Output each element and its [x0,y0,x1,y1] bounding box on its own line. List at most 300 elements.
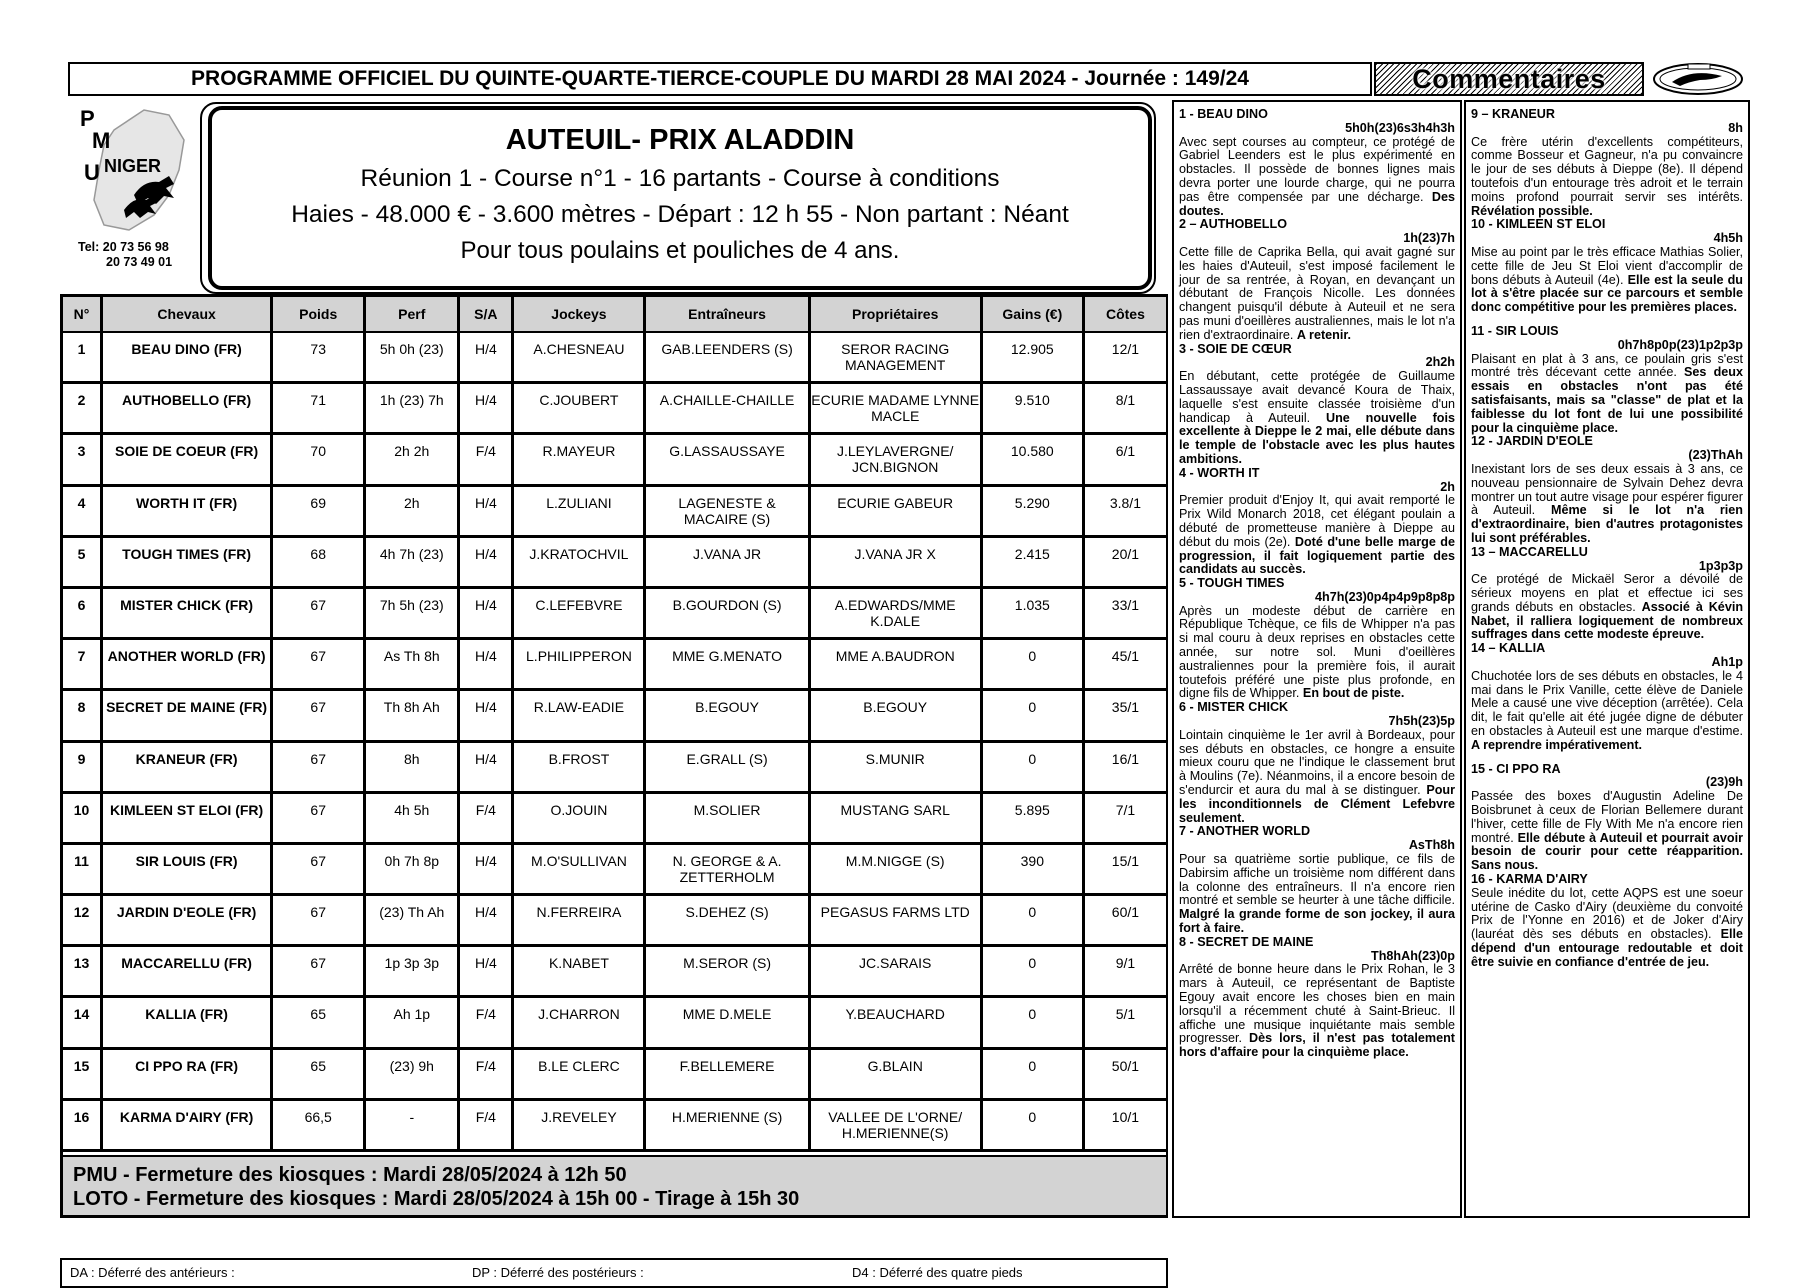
comment-text [1179,729,1455,826]
horse-name: WORTH IT (FR) [103,487,273,538]
comment-perf: 0h7h8p0p(23)1p2p3p [1617,337,1743,352]
weight: 67 [273,743,366,794]
comment-horse: 15 - CI PPO RA [1471,761,1561,776]
performance: 1h (23) 7h [366,384,460,435]
comment-entry [1179,467,1455,577]
jockey: O.JOUIN [514,794,646,845]
comment-entry [1179,343,1455,467]
runner-number: 6 [63,589,103,640]
sex-age: H/4 [460,691,514,742]
performance: 0h 7h 8p [366,845,460,896]
comment-body: Chuchotée lors de ses débuts en obstacles, le 4 mai dans le Prix Vanille, cette élève de Daniele Mele a causé une vive déception (arrêtée). Cela dit, le fait qu'elle ait été jugée digne de débuter en obstacles à Auteuil est une marque d'estime. [1471,668,1743,739]
runner-number: 7 [63,640,103,691]
sex-age: H/4 [460,743,514,794]
weight: 67 [273,589,366,640]
comment-entry [1471,763,1743,873]
jockey: B.LE CLERC [514,1050,646,1101]
weight: 67 [273,947,366,998]
table-row [63,384,1166,435]
weight: 67 [273,691,366,742]
comment-verdict: En bout de piste. [1302,686,1405,701]
comment-body: Inexistant lors de ses deux essais à 3 ans, ce nouveau pensionnaire de Sylvain Dehez devra montrer un tout autre visage pour espérer figurer à Auteuil. [1471,461,1743,518]
comment-perf: 1h(23)7h [1403,231,1455,246]
runner-number: 3 [63,435,103,486]
comment-entry [1471,108,1743,218]
comment-text [1471,573,1743,642]
comment-verdict: Dès lors, il n'est pas totalement hors d'affaire pour la cinquième place. [1179,1031,1455,1060]
owner: PEGASUS FARMS LTD [811,896,983,947]
odds: 16/1 [1085,743,1166,794]
comment-text [1471,670,1743,753]
sex-age: F/4 [460,1101,514,1152]
owner: S.MUNIR [811,743,983,794]
comment-body: Mise au point par le très efficace Mathias Solier, cette fille de Jeu St Eloi vient d'accomplir de bons débuts à Auteuil (4e). [1471,244,1743,287]
horse-name: TOUGH TIMES (FR) [103,538,273,589]
comment-text [1471,463,1743,546]
trainer: H.MERIENNE (S) [646,1101,810,1152]
column-header: N° [63,297,103,333]
runner-number: 5 [63,538,103,589]
odds: 60/1 [1085,896,1166,947]
sex-age: H/4 [460,640,514,691]
jockey: R.MAYEUR [514,435,646,486]
runner-number: 15 [63,1050,103,1101]
sex-age: H/4 [460,947,514,998]
closing-times [63,1155,1166,1215]
comment-horse: 16 - KARMA D'AIRY [1471,872,1588,887]
comment-body: Premier produit d'Enjoy It, qui avait remporté le Prix Wild Monarch 2018, cet élégant poulain a débuté de prometteuse manière à Dieppe au début du mois (2e). [1179,493,1455,549]
comment-perf: (23)ThAh [1688,448,1743,463]
table-row [63,435,1166,486]
trainer: LAGENESTE & MACAIRE (S) [646,487,810,538]
comment-perf: 7h5h(23)5p [1388,714,1455,729]
comment-perf: 8h [1728,120,1743,135]
earnings: 0 [983,1050,1085,1101]
earnings: 0 [983,998,1085,1049]
odds: 10/1 [1085,1101,1166,1152]
comments-column-2 [1464,100,1750,1218]
comment-body: Lointain cinquième le 1er avril à Bordeaux, pour ses débuts en obstacles, ce hongre a ensuite mieux couru que ne l'indique le classement brut à Moulins (7e). Néanmoins, il a encore besoin de s'endurcir et aura du mal à se distinguer. [1179,727,1455,798]
jockey: R.LAW-EADIE [514,691,646,742]
sex-age: H/4 [460,589,514,640]
weight: 67 [273,640,366,691]
earnings: 10.580 [983,435,1085,486]
table-row [63,794,1166,845]
table-row [63,998,1166,1049]
comment-entry [1471,218,1743,315]
runner-number: 9 [63,743,103,794]
comment-verdict: Révélation possible. [1471,203,1593,218]
comment-horse: 14 – KALLIA [1471,641,1546,656]
comment-horse: 5 - TOUGH TIMES [1179,576,1285,591]
sex-age: H/4 [460,896,514,947]
table-row [63,640,1166,691]
owner: ECURIE GABEUR [811,487,983,538]
table-row [63,947,1166,998]
owner: MME A.BAUDRON [811,640,983,691]
comment-verdict: A retenir. [1296,327,1352,342]
weight: 65 [273,1050,366,1101]
comment-verdict: A reprendre impérativement. [1471,737,1643,752]
phone-numbers [78,240,172,270]
comment-entry [1471,642,1743,752]
performance: As Th 8h [366,640,460,691]
comment-perf: 4h7h(23)0p4p4p9p8p8p [1315,589,1455,604]
table-row [63,589,1166,640]
odds: 7/1 [1085,794,1166,845]
comments-header [1374,62,1644,96]
horse-name: SIR LOUIS (FR) [103,845,273,896]
jockey: L.PHILIPPERON [514,640,646,691]
race-title: AUTEUIL- PRIX ALADDIN [505,124,855,156]
comment-entry [1179,577,1455,701]
trainer: GAB.LEENDERS (S) [646,333,810,384]
column-header: Perf [366,297,460,333]
comment-verdict: Elle débute à Auteuil et pourrait avoir besoin de courir pour cette réapparition. Sans nous. [1471,830,1744,873]
table-row [63,538,1166,589]
comment-horse: 2 – AUTHOBELLO [1179,217,1287,232]
pmu-closing: PMU - Fermeture des kiosques : Mardi 28/05/2024 à 12h 50 [73,1164,627,1186]
table-row [63,1101,1166,1152]
comment-body: Avec sept courses au compteur, ce protégé de Gabriel Leenders est le plus expérimenté en obstacles. Il possède de bonnes lignes mais devra porter une lourde charge, qui ne pourra pas être compensée par une décharge. [1179,134,1455,204]
runner-number: 13 [63,947,103,998]
jockey: C.LEFEBVRE [514,589,646,640]
legend-d4: D4 : Déferré des quatre pieds [852,1265,1023,1280]
comment-entry [1179,108,1455,218]
column-header: Chevaux [103,297,273,333]
weight: 68 [273,538,366,589]
earnings: 0 [983,947,1085,998]
horse-name: KARMA D'AIRY (FR) [103,1101,273,1152]
runner-number: 8 [63,691,103,742]
comment-perf: Ah1p [1711,655,1743,670]
trainer: A.CHAILLE-CHAILLE [646,384,810,435]
weight: 71 [273,384,366,435]
comment-text [1471,246,1743,315]
comment-verdict: Elle dépend d'un entourage redoutable et doit être suivie en confiance d'entrée de jeu. [1471,927,1743,969]
comment-perf: (23)9h [1705,775,1743,790]
comment-verdict: Pour les inconditionnels de Clément Lefebvre seulement. [1179,783,1456,825]
horse-name: AUTHOBELLO (FR) [103,384,273,435]
comment-perf: 5h0h(23)6s3h4h3h [1345,120,1455,135]
comment-horse: 7 - ANOTHER WORLD [1179,824,1311,839]
comment-text [1471,790,1743,873]
earnings: 9.510 [983,384,1085,435]
earnings: 1.035 [983,589,1085,640]
sex-age: H/4 [460,845,514,896]
horse-name: KRANEUR (FR) [103,743,273,794]
pmu-niger-logo-icon [74,100,194,240]
comment-text [1179,853,1455,936]
jockey: J.REVELEY [514,1101,646,1152]
race-info-box [208,106,1152,290]
performance: 7h 5h (23) [366,589,460,640]
trainer: M.SOLIER [646,794,810,845]
trainer: E.GRALL (S) [646,743,810,794]
comment-text [1179,963,1455,1060]
sex-age: F/4 [460,435,514,486]
column-header: Poids [273,297,366,333]
earnings: 0 [983,640,1085,691]
trainer: MME G.MENATO [646,640,810,691]
sex-age: F/4 [460,794,514,845]
sex-age: H/4 [460,487,514,538]
jockey: C.JOUBERT [514,384,646,435]
owner: J.LEYLAVERGNE/ JCN.BIGNON [811,435,983,486]
horse-name: KIMLEEN ST ELOI (FR) [103,794,273,845]
performance: 2h [366,487,460,538]
phone-line-2: 20 73 49 01 [106,255,173,269]
comment-verdict: Malgré la grande forme de son jockey, il aura fort à faire. [1179,907,1455,936]
weight: 67 [273,794,366,845]
table-row [63,896,1166,947]
sex-age: F/4 [460,998,514,1049]
comment-perf: 2h2h [1425,355,1455,370]
trainer: M.SEROR (S) [646,947,810,998]
comment-horse: 6 - MISTER CHICK [1179,700,1289,715]
comment-body: Cette fille de Caprika Bella, qui avait gagné sur les haies d'Auteuil, s'est imposé facilement le jour de sa rentrée, à Royan, en devançant un débutant de François Nicolle. Les données changent puisqu'il débute à Auteuil et ne sera pas muni d'oeillères australiennes, mais le lot n'a rien d'extraordinaire. [1179,244,1455,342]
trainer: B.GOURDON (S) [646,589,810,640]
jockey: K.NABET [514,947,646,998]
performance: 5h 0h (23) [366,333,460,384]
comment-body: Seule inédite du lot, cette AQPS est une soeur utérine de Casko d'Airy (deuxième du convoité Prix de l'Yonne en 2016) et de Joker d'Airy (lauréat dès ses débuts en obstacles). [1471,885,1743,942]
comment-verdict: Des doutes. [1179,189,1456,218]
owner: A.EDWARDS/MME K.DALE [811,589,983,640]
owner: ECURIE MADAME LYNNE MACLE [811,384,983,435]
logo-niger: NIGER [104,156,162,176]
column-header: Jockeys [514,297,646,333]
odds: 5/1 [1085,998,1166,1049]
table-row [63,845,1166,896]
comment-entry [1179,936,1455,1060]
weight: 66,5 [273,1101,366,1152]
jockey: N.FERREIRA [514,896,646,947]
table-header-row [63,297,1166,333]
runner-number: 14 [63,998,103,1049]
comment-verdict: Ses deux essais en obstacles n'ont pas été satisfaisants, mais sa "classe" de plat et la faiblesse du lot font de lui une possibilité pour la cinquième place. [1471,365,1744,435]
comment-body: Passée des boxes d'Augustin Adeline De Boisbrunet à ceux de Florian Bellemere durant l'hiver, cette fille de Fly With Me n'a encore rien montré. [1471,789,1743,845]
owner: J.VANA JR X [811,538,983,589]
runner-number: 11 [63,845,103,896]
comment-entry [1179,825,1455,935]
sex-age: H/4 [460,538,514,589]
odds: 20/1 [1085,538,1166,589]
weight: 69 [273,487,366,538]
column-header: Côtes [1085,297,1166,333]
comment-body: Après un modeste début de carrière en République Tchèque, ce fils de Whipper n'a pas si mal couru à deux reprises en obstacles cette année, sur notre sol. Muni d'oeillères australiennes pour la première fois, il aurait toutefois préféré une piste plus profonde, en digne fils de Whipper. [1179,603,1455,701]
trainer: J.VANA JR [646,538,810,589]
odds: 8/1 [1085,384,1166,435]
runner-number: 1 [63,333,103,384]
comment-entry [1179,218,1455,342]
jockey: L.ZULIANI [514,487,646,538]
runner-number: 4 [63,487,103,538]
weight: 67 [273,896,366,947]
earnings: 2.415 [983,538,1085,589]
comment-text [1179,605,1455,702]
program-title: PROGRAMME OFFICIEL DU QUINTE-QUARTE-TIERCE-COUPLE DU MARDI 28 MAI 2024 - Journée : 149/24 [68,62,1372,96]
earnings: 0 [983,743,1085,794]
trainer: F.BELLEMERE [646,1050,810,1101]
earnings: 5.290 [983,487,1085,538]
jockey: M.O'SULLIVAN [514,845,646,896]
logo-letter-u: U [84,160,100,185]
performance: 2h 2h [366,435,460,486]
odds: 45/1 [1085,640,1166,691]
comment-perf: 2h [1440,479,1455,494]
comment-text [1179,494,1455,577]
comment-body: En débutant, cette protégée de Guillaume Lassaussaye avait devancé Koura de Thaix, laquelle s'est ensuite classée troisième d'un handicap à Auteuil. [1179,369,1455,425]
comment-verdict: Associé à Kévin Nabet, il ralliera logiquement de nombreux suffrages dans cette modeste épreuve. [1471,599,1744,642]
horse-name: JARDIN D'EOLE (FR) [103,896,273,947]
runner-number: 10 [63,794,103,845]
horse-name: ANOTHER WORLD (FR) [103,640,273,691]
horse-name: BEAU DINO (FR) [103,333,273,384]
comment-horse: 11 - SIR LOUIS [1471,323,1559,338]
jockey: J.KRATOCHVIL [514,538,646,589]
trainer: B.EGOUY [646,691,810,742]
comment-entry [1471,873,1743,970]
runner-number: 12 [63,896,103,947]
performance: (23) Th Ah [366,896,460,947]
column-header: Gains (€) [983,297,1085,333]
table-row [63,1050,1166,1101]
comment-horse: 13 – MACCARELLU [1471,544,1588,559]
comment-body: Ce protégé de Mickaël Seror a dévoilé de sérieux moyens en plat et effectue ici ses grands débuts en obstacles. [1471,572,1743,614]
performance: Ah 1p [366,998,460,1049]
sex-age: F/4 [460,1050,514,1101]
owner: JC.SARAIS [811,947,983,998]
comment-horse: 9 – KRANEUR [1471,107,1555,121]
weight: 73 [273,333,366,384]
column-header: Entraîneurs [646,297,810,333]
performance: 8h [366,743,460,794]
logo-letter-p: P [80,106,95,131]
runner-number: 16 [63,1101,103,1152]
owner: Y.BEAUCHARD [811,998,983,1049]
odds: 50/1 [1085,1050,1166,1101]
jockey: A.CHESNEAU [514,333,646,384]
owner: MUSTANG SARL [811,794,983,845]
race-details: Haies - 48.000 € - 3.600 mètres - Départ : 12 h 55 - Non partant : Néant [291,201,1069,228]
owner: M.M.NIGGE (S) [811,845,983,896]
performance: 4h 5h [366,794,460,845]
comment-horse: 8 - SECRET DE MAINE [1179,934,1314,949]
comments-title: Commentaires [1412,64,1606,94]
jockey: B.FROST [514,743,646,794]
race-conditions: Pour tous poulains et pouliches de 4 ans. [460,237,900,264]
comment-perf: Th8hAh(23)0p [1371,948,1455,963]
odds: 6/1 [1085,435,1166,486]
comment-verdict: Une nouvelle fois excellente à Dieppe le 2 mai, elle débute dans le temple de l'obstacle avec les plus hautes ambitions. [1179,410,1455,466]
comment-body: Ce frère utérin d'excellents compétiteurs, comme Bosseur et Gagneur, n'a pu convaincre le jour de ses débuts à Dieppe (8e). Il dépend toutefois d'un entourage très adroit et le terrain moins profond pourrait servir ses intérêts. [1471,134,1743,204]
performance: - [366,1101,460,1152]
comment-verdict: Elle est la seule du lot à s'être placée sur ce parcours et semble donc compétitive pour les premières places. [1471,272,1744,315]
comment-perf: 4h5h [1713,231,1743,246]
runners-table-box [60,294,1168,1218]
weight: 67 [273,845,366,896]
comment-entry [1179,701,1455,825]
comment-entry [1471,325,1743,435]
comment-entry [1471,546,1743,643]
sex-age: H/4 [460,384,514,435]
comment-verdict: Doté d'une belle marge de progression, il fait logiquement partie des candidats au succès. [1179,534,1455,577]
comments-column-1 [1172,100,1462,1218]
odds: 15/1 [1085,845,1166,896]
owner: B.EGOUY [811,691,983,742]
comment-verdict: Même si le lot n'a rien d'extraordinaire, bien d'autres protagonistes lui sont préférables. [1471,503,1743,545]
odds: 3.8/1 [1085,487,1166,538]
trainer: N. GEORGE & A. ZETTERHOLM [646,845,810,896]
owner: VALLEE DE L'ORNE/ H.MERIENNE(S) [811,1101,983,1152]
comment-perf: AsTh8h [1408,838,1455,853]
comment-text [1179,370,1455,467]
odds: 9/1 [1085,947,1166,998]
trainer: G.LASSAUSSAYE [646,435,810,486]
comment-perf: 1p3p3p [1698,558,1743,573]
table-row [63,333,1166,384]
horse-name: SECRET DE MAINE (FR) [103,691,273,742]
comment-body: Arrêté de bonne heure dans le Prix Rohan, le 3 mars à Auteuil, ce représentant de Baptiste Egouy avait encore les choses bien en main lorsqu'il a récemment chuté à Saint-Brieuc. Il affiche une musique inquiétante mais semble progresser. [1179,962,1455,1046]
weight: 70 [273,435,366,486]
legend-dp: DP : Déferré des postérieurs : [472,1265,644,1280]
horse-name: SOIE DE COEUR (FR) [103,435,273,486]
comment-body: Pour sa quatrième sortie publique, ce fils de Dabirsim affiche un troisième nom différent dans la colonne des entraîneurs. Il n'a encore rien montré et semble se heurter à une tâche difficile. [1179,852,1455,908]
trainer: S.DEHEZ (S) [646,896,810,947]
column-header: Propriétaires [811,297,983,333]
odds: 35/1 [1085,691,1166,742]
comment-body: Plaisant en plat à 3 ans, ce poulain gris s'est montré très décevant cette année. [1471,351,1743,380]
owner: G.BLAIN [811,1050,983,1101]
comment-text [1179,246,1455,343]
earnings: 5.895 [983,794,1085,845]
phone-line-1: Tel: 20 73 56 98 [78,240,169,254]
legend-da: DA : Déferré des antérieurs : [70,1265,235,1280]
runners-table [63,297,1166,1152]
comment-horse: 12 - JARDIN D'EOLE [1471,434,1593,449]
comment-horse: 1 - BEAU DINO [1179,107,1268,121]
comment-text [1471,136,1743,219]
earnings: 390 [983,845,1085,896]
loto-closing: LOTO - Fermeture des kiosques : Mardi 28/05/2024 à 15h 00 - Tirage à 15h 30 [73,1188,800,1210]
earnings: 0 [983,1101,1085,1152]
comment-text [1179,136,1455,219]
horse-name: MISTER CHICK (FR) [103,589,273,640]
comment-entry [1471,435,1743,545]
table-row [63,691,1166,742]
sex-age: H/4 [460,333,514,384]
performance: 1p 3p 3p [366,947,460,998]
runner-number: 2 [63,384,103,435]
table-row [63,487,1166,538]
comment-horse: 4 - WORTH IT [1179,465,1260,480]
odds: 33/1 [1085,589,1166,640]
earnings: 0 [983,691,1085,742]
comment-horse: 10 - KIMLEEN ST ELOI [1471,217,1606,232]
jockey: J.CHARRON [514,998,646,1049]
race-meeting: Réunion 1 - Course n°1 - 16 partants - Course à conditions [360,165,1000,192]
table-row [63,743,1166,794]
performance: Th 8h Ah [366,691,460,742]
logo-letter-m: M [92,128,111,153]
weight: 65 [273,998,366,1049]
earnings: 12.905 [983,333,1085,384]
performance: 4h 7h (23) [366,538,460,589]
column-header: S/A [460,297,514,333]
performance: (23) 9h [366,1050,460,1101]
horse-name: KALLIA (FR) [103,998,273,1049]
earnings: 0 [983,896,1085,947]
